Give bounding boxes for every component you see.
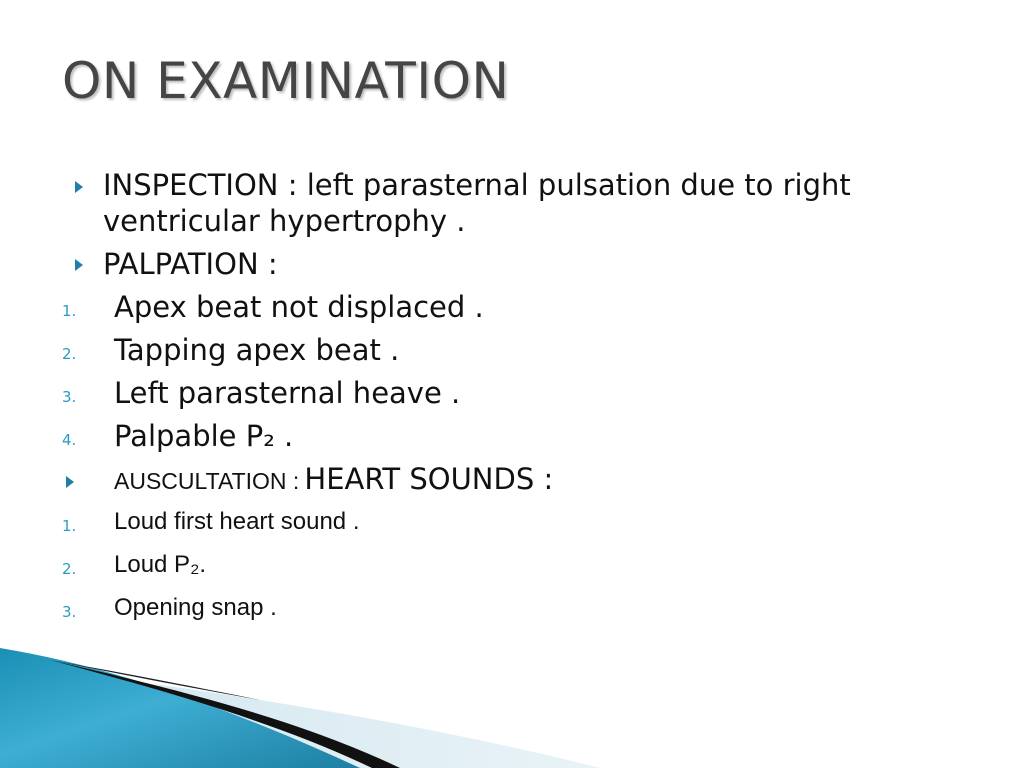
list-number: 2.: [62, 560, 77, 578]
auscultation-label: AUSCULTATION :: [114, 468, 300, 494]
list-item-text: Tapping apex beat .: [114, 333, 400, 367]
list-number: 1.: [62, 302, 77, 320]
list-number: 1.: [62, 517, 77, 535]
list-number: 2.: [62, 345, 77, 363]
palpation-heading: PALPATION :: [103, 247, 278, 281]
list-item-text: Palpable P₂ .: [114, 419, 294, 453]
heart-sounds-label: HEART SOUNDS :: [304, 462, 554, 496]
list-number: 3.: [62, 388, 77, 406]
list-number: 3.: [62, 603, 77, 621]
inspection-text: INSPECTION : left parasternal pulsation due to right ventricular hypertrophy .: [103, 168, 851, 238]
list-item-text: Loud P₂.: [114, 551, 207, 578]
list-item-text: Loud first heart sound .: [114, 508, 360, 535]
list-item-text: Opening snap .: [114, 594, 277, 621]
page-title: ON EXAMINATION: [62, 52, 510, 110]
list-item-text: Apex beat not displaced .: [114, 290, 484, 324]
list-item-text: Left parasternal heave .: [114, 376, 461, 410]
list-number: 4.: [62, 431, 77, 449]
